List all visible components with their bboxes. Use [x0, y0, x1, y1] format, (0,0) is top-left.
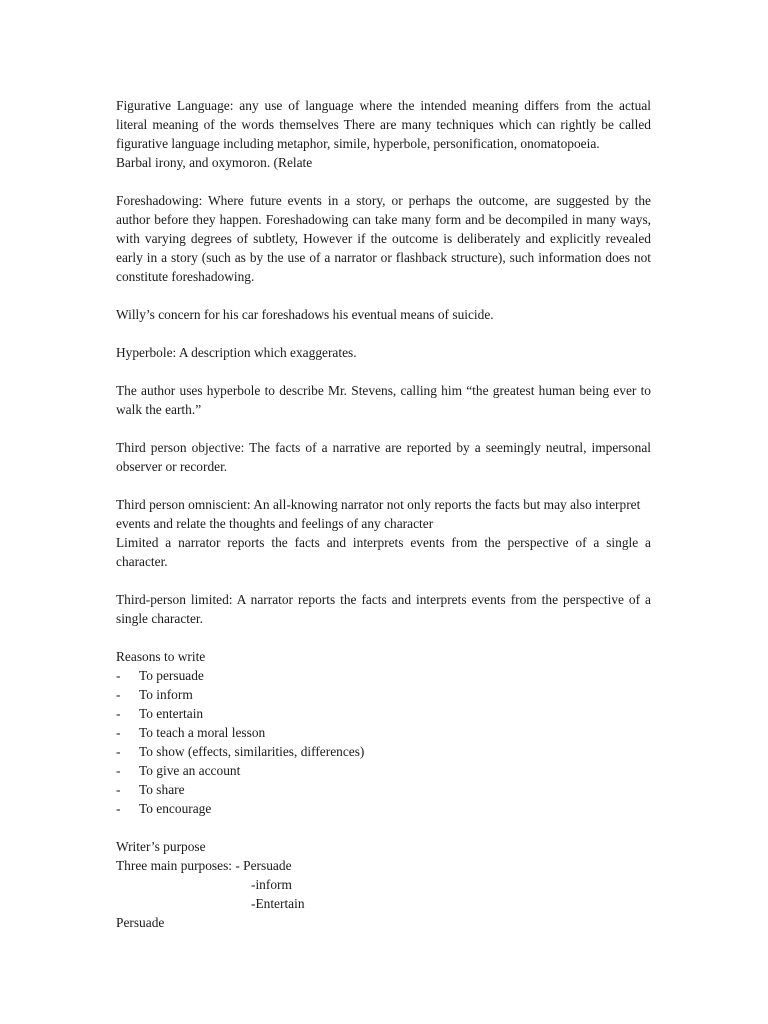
writers-purpose-line: Three main purposes: - Persuade	[116, 858, 292, 873]
list-item	[116, 666, 651, 685]
list-item-text: To show (effects, similarities, differences)	[139, 744, 365, 759]
writers-purpose-inform: -inform	[251, 877, 292, 892]
list-dash: -	[116, 725, 121, 740]
list-item-text: To inform	[139, 687, 193, 702]
list-item-text: To share	[139, 782, 185, 797]
list-item-text: To persuade	[139, 668, 204, 683]
third-person-objective: Third person objective: The facts of a narrative are reported by a seemingly neutral, impersonal observer or recorder.	[116, 440, 651, 474]
list-dash: -	[116, 687, 121, 702]
list-item	[116, 761, 651, 780]
list-dash: -	[116, 668, 121, 683]
list-item-text: To entertain	[139, 706, 204, 721]
list-item-text: To encourage	[139, 801, 212, 816]
third-person-omniscient-limited-note: Limited a narrator reports the facts and interprets events from the perspective of a single a character.	[116, 535, 651, 569]
hyperbole-example: The author uses hyperbole to describe Mr. Stevens, calling him “the greatest human being ever to walk the earth.”	[116, 383, 651, 417]
list-dash: -	[116, 706, 121, 721]
figurative-language-text: Figurative Language: any use of language where the intended meaning differs from the actual literal meaning of the words themselves There are many techniques which can rightly be called figurative language including metaphor, simile, hyperbole, personification, onomatopoeia.	[116, 98, 651, 151]
list-item	[116, 685, 651, 704]
list-dash: -	[116, 744, 121, 759]
persuade-heading: Persuade	[116, 915, 165, 930]
list-item	[116, 723, 651, 742]
willy-example: Willy’s concern for his car foreshadows his eventual means of suicide.	[116, 307, 494, 322]
third-person-omniscient-paragraph	[116, 495, 651, 571]
third-person-limited: Third-person limited: A narrator reports the facts and interprets events from the perspective of a single character.	[116, 592, 651, 626]
list-item	[116, 704, 651, 723]
list-dash: -	[116, 763, 121, 778]
list-dash: -	[116, 782, 121, 797]
list-item-text: To give an account	[139, 763, 241, 778]
list-item	[116, 780, 651, 799]
writers-purpose-entertain: -Entertain	[251, 896, 305, 911]
hyperbole-definition: Hyperbole: A description which exaggerates.	[116, 345, 357, 360]
writers-purpose-section	[116, 837, 651, 932]
list-dash: -	[116, 801, 121, 816]
third-person-omniscient-text: Third person omniscient: An all-knowing narrator not only reports the facts but may also interpret events and relate the thoughts and feelings of any character	[116, 497, 641, 531]
foreshadowing-paragraph: Foreshadowing: Where future events in a story, or perhaps the outcome, are suggested by the author before they happen. Foreshadowing can take many form and be decompiled in many ways, with varying degrees of subtlety, However if the outcome is deliberately and explicitly revealed early in a story (such as by the use of a narrator or flashback structure), such information does not constitute foreshadowing.	[116, 193, 651, 284]
reasons-list	[116, 666, 651, 818]
figurative-language-continuation: Barbal irony, and oxymoron. (Relate	[116, 155, 313, 170]
list-item	[116, 799, 651, 818]
reasons-heading: Reasons to write	[116, 649, 206, 664]
list-item-text: To teach a moral lesson	[139, 725, 266, 740]
list-item	[116, 742, 651, 761]
document-page	[116, 96, 651, 932]
writers-purpose-heading: Writer’s purpose	[116, 839, 206, 854]
figurative-language-paragraph	[116, 96, 651, 172]
